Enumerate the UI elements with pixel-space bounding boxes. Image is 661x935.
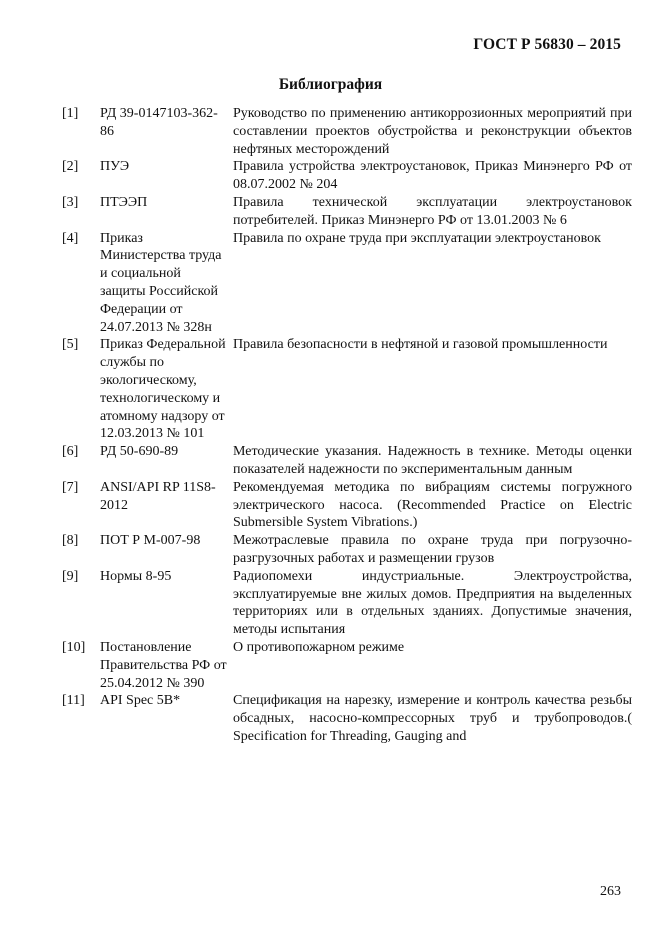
entry-code: ПОТ Р М-007-98 <box>100 533 201 549</box>
bibliography-entry <box>62 639 632 692</box>
entry-code: ПТЭЭП <box>100 194 148 210</box>
entry-description: О противопожарном режиме <box>233 639 405 655</box>
bibliography-list <box>62 105 632 746</box>
bibliography-entry <box>62 194 632 230</box>
bibliography-entry <box>62 479 632 532</box>
entry-code: РД 39-0147103-362-86 <box>100 106 218 139</box>
entry-description: Рекомендуемая методика по вибрациям системы погружного электрического насоса. (Recommended Practice on Electric Submersible System Vibrations.) <box>233 479 632 531</box>
bibliography-entry <box>62 336 632 443</box>
entry-number: [11] <box>62 693 85 709</box>
document-standard-header: ГОСТ Р 56830 – 2015 <box>473 36 621 53</box>
page-title: Библиография <box>278 76 383 93</box>
entry-number: [5] <box>62 337 79 353</box>
entry-description: Правила безопасности в нефтяной и газовой промышленности <box>233 337 608 353</box>
entry-code: Постановление Правительства РФ от 25.04.2012 № 390 <box>100 639 227 691</box>
bibliography-entry <box>62 230 632 337</box>
entry-number: [7] <box>62 479 79 495</box>
entry-number: [1] <box>62 106 79 121</box>
entry-code: API Spec 5B* <box>100 693 181 709</box>
entry-code: Приказ Федеральной службы по экологическому, технологическому и атомному надзору от 12.03.2013 № 101 <box>100 337 226 442</box>
bibliography-entry <box>62 692 632 745</box>
entry-number: [2] <box>62 159 79 175</box>
bibliography-entry <box>62 105 632 158</box>
bibliography-entry <box>62 532 632 568</box>
entry-number: [9] <box>62 568 79 584</box>
entry-description: Правила по охране труда при эксплуатации электроустановок <box>233 230 601 246</box>
entry-code: ANSI/API RP 11S8-2012 <box>100 479 216 513</box>
entry-code: ПУЭ <box>100 159 130 175</box>
entry-description: Методические указания. Надежность в технике. Методы оценки показателей надежности по экспериментальным данным <box>233 444 632 477</box>
entry-number: [4] <box>62 230 79 246</box>
page-number: 263 <box>600 884 621 899</box>
entry-number: [3] <box>62 194 79 210</box>
entry-description: Правила технической эксплуатации электроустановок потребителей. Приказ Минэнерго РФ от 13.01.2003 № 6 <box>233 194 632 228</box>
entry-code: РД 50-690-89 <box>100 444 179 460</box>
entry-code: Приказ Министерства труда и социальной защиты Российской Федерации от 24.07.2013 № 328н <box>100 230 222 335</box>
entry-code: Нормы 8-95 <box>100 568 172 584</box>
entry-description: Радиопомехи индустриальные. Электроустройства, эксплуатируемые вне жилых домов. Предприятия на выделенных территориях или в отдельных зданиях. Допустимые значения, методы испытания <box>233 568 632 638</box>
entry-number: [6] <box>62 444 79 460</box>
bibliography-entry <box>62 158 632 194</box>
entry-number: [10] <box>62 639 86 655</box>
entry-description: Правила устройства электроустановок, Приказ Минэнерго РФ от 08.07.2002 № 204 <box>233 159 632 193</box>
bibliography-entry <box>62 443 632 479</box>
entry-description: Межотраслевые правила по охране труда при погрузочно-разгрузочных работах и размещении грузов <box>233 533 632 566</box>
entry-description: Руководство по применению антикоррозионных мероприятий при составлении проектов обустройства и реконструкции объектов нефтяных месторождений <box>233 106 632 157</box>
bibliography-entry <box>62 568 632 639</box>
entry-description: Спецификация на нарезку, измерение и контроль качества резьбы обсадных, насосно-компрессорных труб и трубопроводов.( Specification for Threading, Gauging and <box>233 693 632 744</box>
entry-number: [8] <box>62 533 79 549</box>
